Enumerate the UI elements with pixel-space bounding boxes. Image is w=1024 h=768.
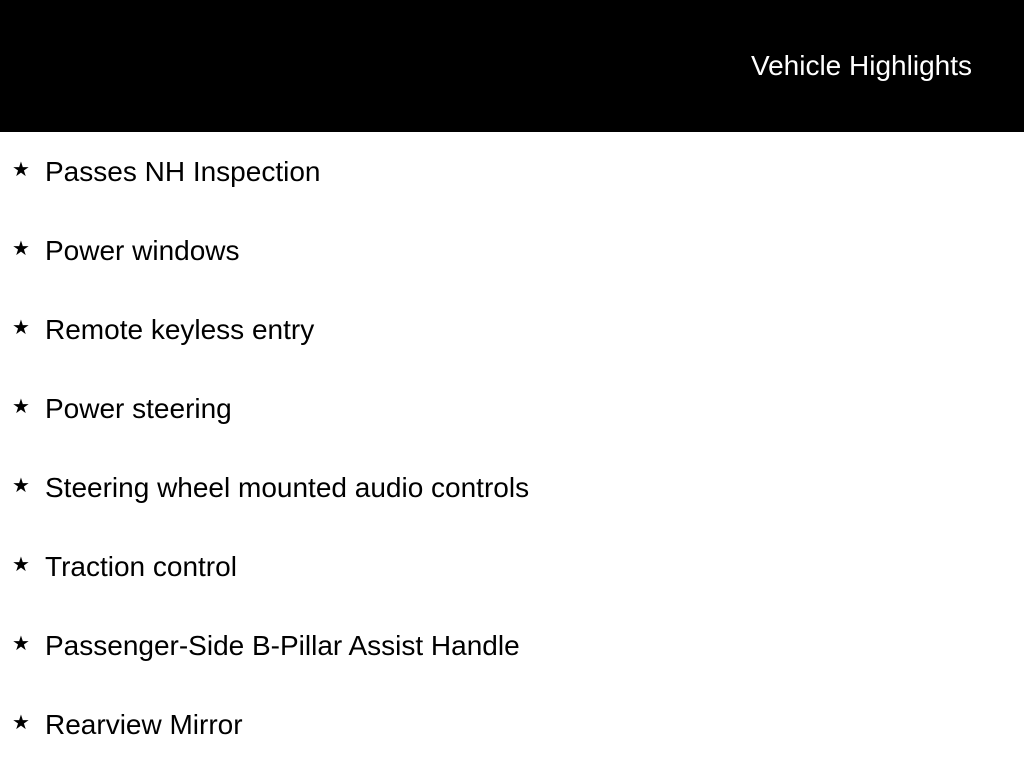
highlight-label: Power steering [45, 393, 232, 424]
page-title: Vehicle Highlights [750, 50, 972, 81]
highlight-label: Remote keyless entry [45, 314, 315, 345]
list-item [0, 369, 1024, 448]
highlights-list [0, 132, 1024, 764]
star-icon: ★ [12, 238, 30, 260]
star-icon: ★ [12, 633, 30, 655]
list-item [0, 448, 1024, 527]
list-item [0, 685, 1024, 764]
list-item [0, 290, 1024, 369]
header-bar [0, 0, 1024, 132]
star-icon: ★ [12, 475, 30, 497]
star-icon: ★ [12, 159, 30, 181]
star-icon: ★ [12, 712, 30, 734]
list-item [0, 132, 1024, 211]
list-item [0, 527, 1024, 606]
star-icon: ★ [12, 554, 30, 576]
star-icon: ★ [12, 317, 30, 339]
highlight-label: Passes NH Inspection [45, 156, 321, 187]
highlight-label: Steering wheel mounted audio controls [45, 472, 530, 503]
highlight-label: Passenger-Side B-Pillar Assist Handle [45, 630, 520, 661]
highlight-label: Power windows [45, 235, 240, 266]
list-item [0, 606, 1024, 685]
star-icon: ★ [12, 396, 30, 418]
highlight-label: Traction control [45, 551, 237, 582]
list-item [0, 211, 1024, 290]
highlight-label: Rearview Mirror [45, 709, 243, 740]
